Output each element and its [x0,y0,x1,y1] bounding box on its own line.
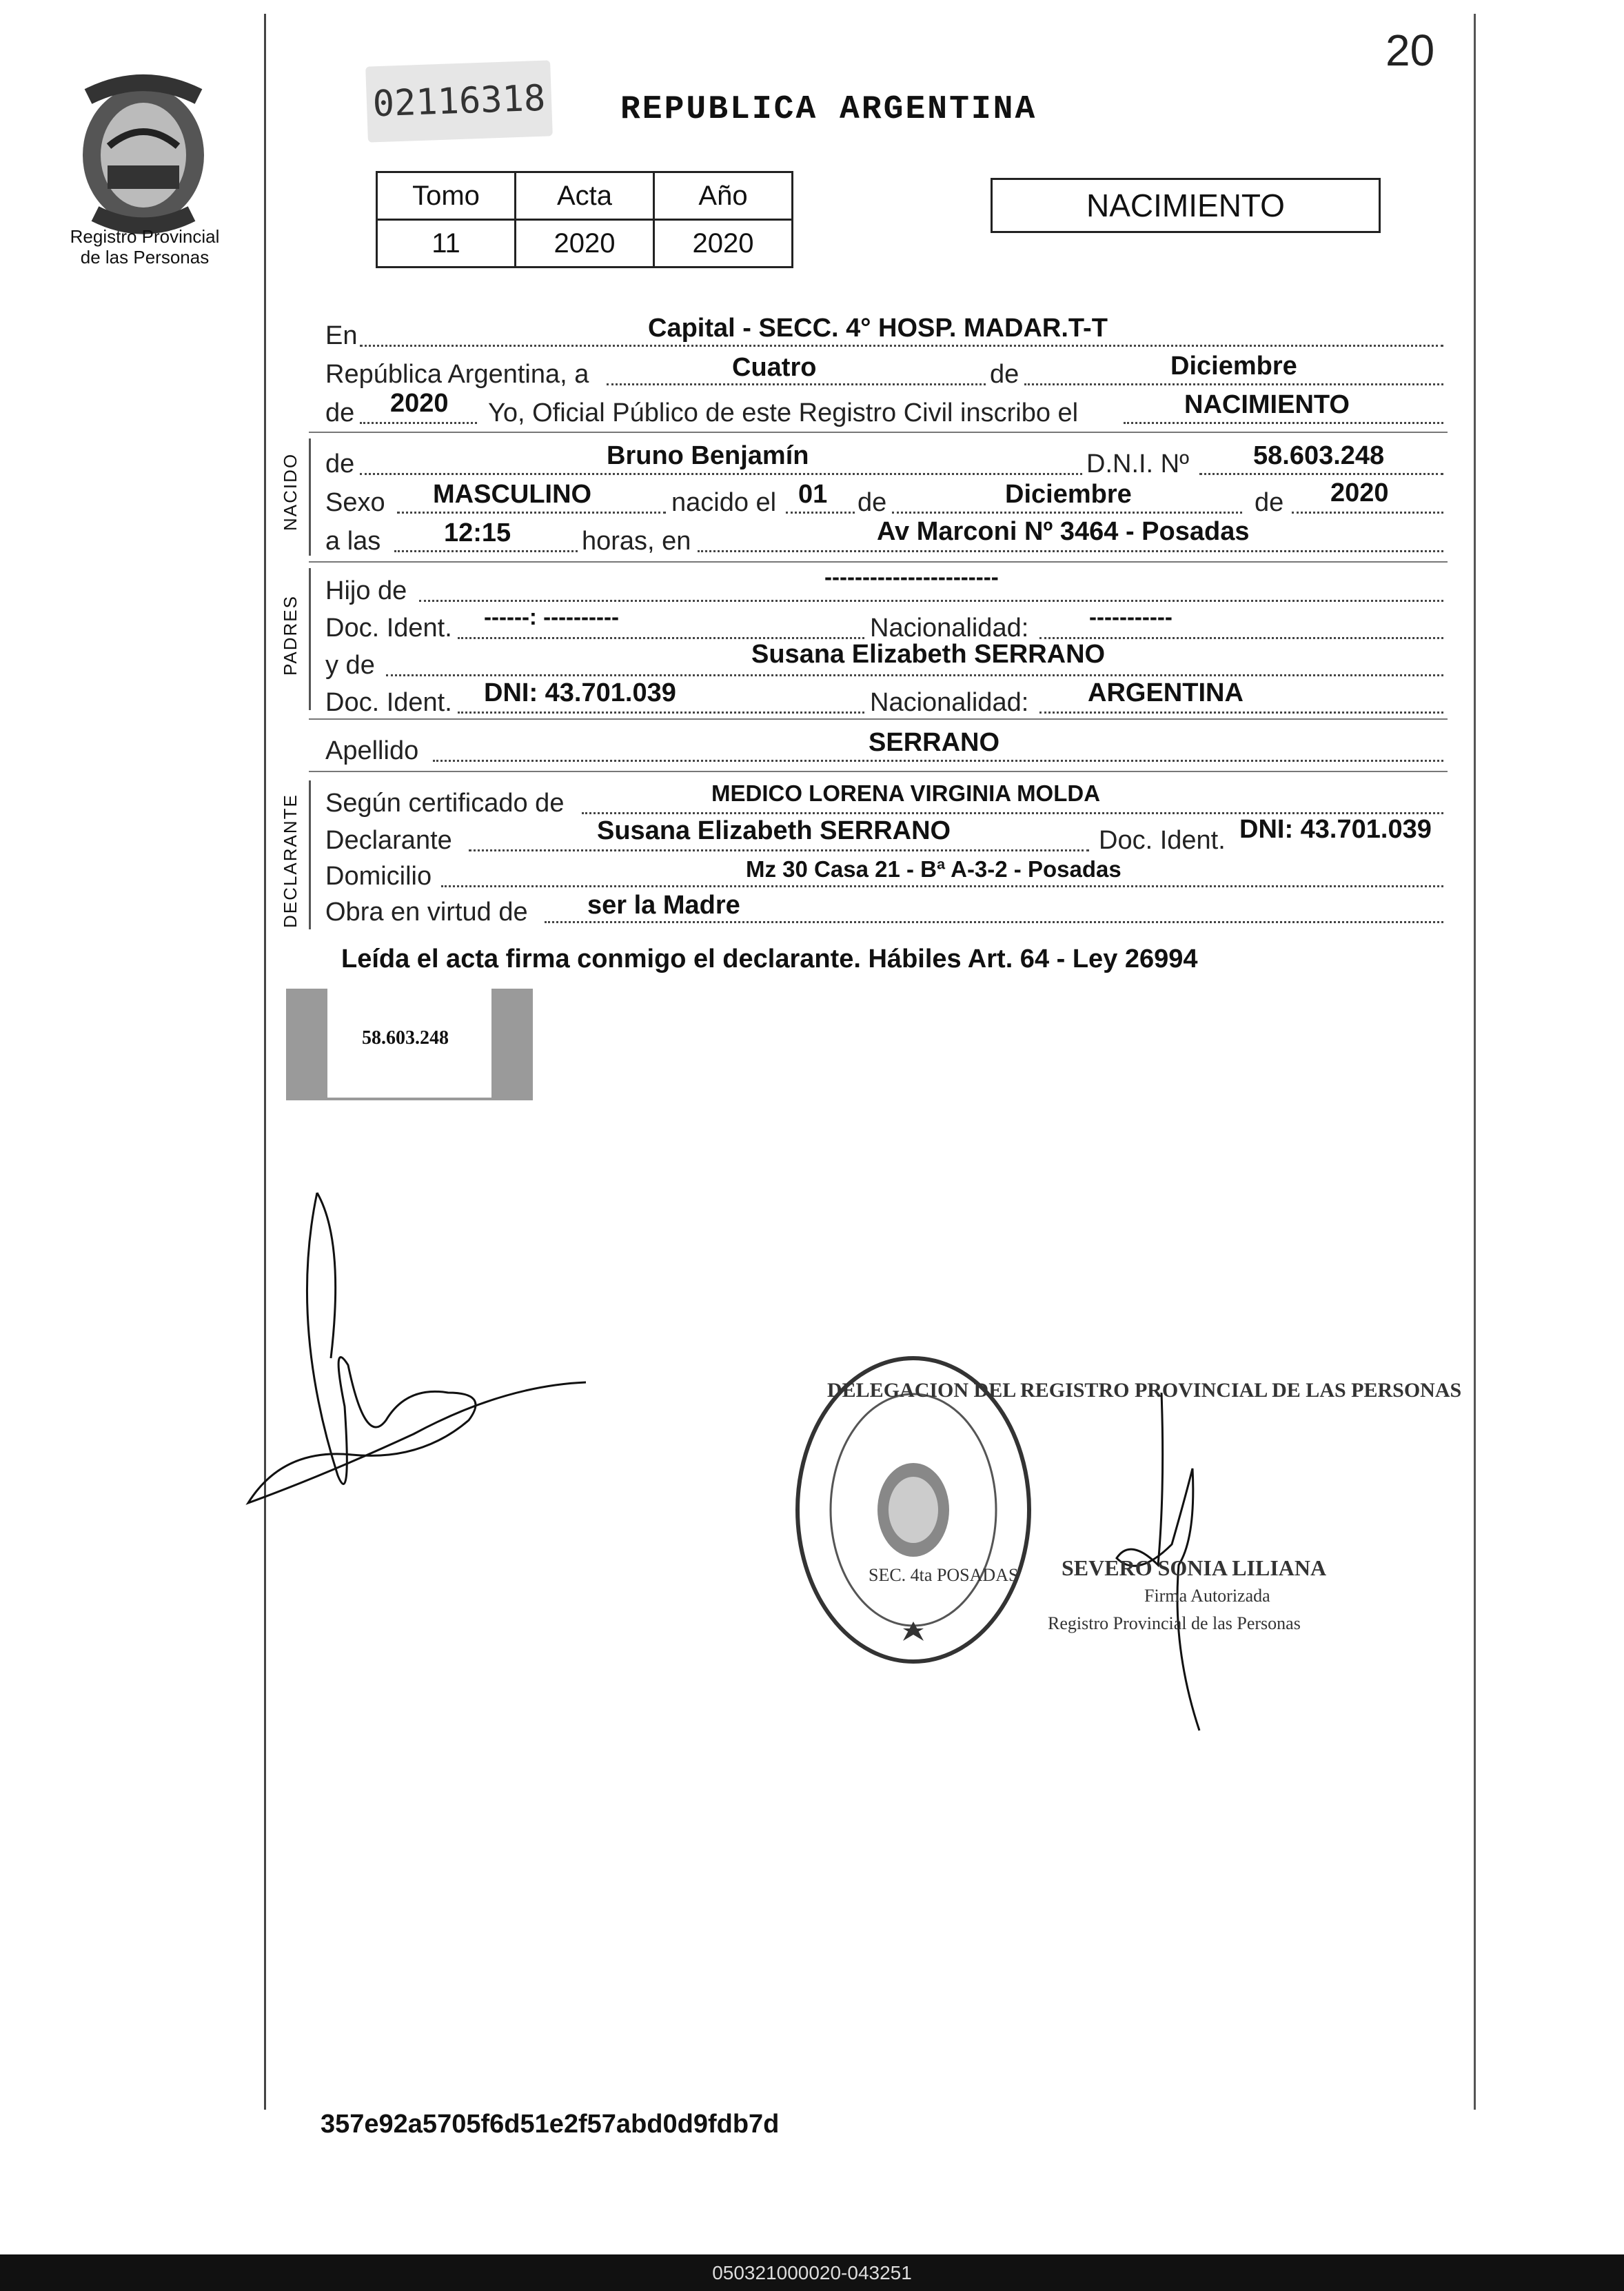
dotted-line [419,600,1443,602]
registry-caption: Registro Provincial de las Personas [70,226,220,268]
birth-place-value: Av Marconi Nº 3464 - Posadas [877,517,1250,546]
closing-statement: Leída el acta firma conmigo el declarante. Hábiles Art. 64 - Ley 26994 [341,945,1198,973]
birth-month-value: Diciembre [1005,480,1132,509]
dotted-line [360,422,477,424]
act-value: NACIMIENTO [1184,390,1350,419]
father-nationality-value: ----------- [1089,604,1173,629]
label-y-de: y de [325,651,375,680]
label-a-las: a las [325,527,381,556]
mother-nationality-value: ARGENTINA [1088,678,1244,707]
label-de: de [325,450,355,478]
section-bar [309,780,311,929]
seal-inner-text: SEC. 4ta POSADAS [869,1565,1019,1585]
province-shield-logo [74,69,212,234]
header-cell: Acta [516,172,654,220]
label-nacido-el: nacido el [671,488,777,517]
dotted-line [1199,473,1443,475]
registry-value-row [377,220,793,268]
birth-time-value: 12:15 [444,518,511,547]
official-name: SEVERO SONIA LILIANA [1062,1555,1327,1580]
label-hijo-de: Hijo de [325,576,407,605]
dotted-line [1024,383,1443,385]
father-doc-value: ------: ---------- [484,604,619,629]
mother-doc-value: DNI: 43.701.039 [484,678,676,707]
label-domicilio: Domicilio [325,862,432,891]
label-declarante: Declarante [325,826,452,855]
certificate-value: MEDICO LORENA VIRGINIA MOLDA [711,780,1101,806]
label-de: de [325,398,355,427]
label-en: En [325,321,358,350]
surname-value: SERRANO [869,728,1000,757]
label-de: de [857,488,887,517]
label-obra: Obra en virtud de [325,898,528,927]
label-republica: República Argentina, a [325,360,589,389]
dotted-line [394,550,578,552]
dotted-line [698,550,1443,552]
registry-table [376,171,793,268]
value-cell: 2020 [654,220,793,268]
label-doc-ident: Doc. Ident. [1099,826,1226,855]
left-margin-line [264,14,266,2110]
document-hash: 357e92a5705f6d51e2f57abd0d9fdb7d [321,2110,780,2139]
capacity-value: ser la Madre [587,891,740,920]
section-bar [309,438,311,556]
section-label-born: NACIDO [280,452,301,531]
dotted-line [545,921,1443,923]
label-de: de [990,360,1019,389]
dotted-line [607,383,986,385]
label-doc-ident: Doc. Ident. [325,688,452,717]
child-dni-value: 58.603.248 [1253,441,1385,470]
place-value: Capital - SECC. 4° HOSP. MADAR.T-T [648,314,1108,343]
page-number: 20 [1386,26,1435,75]
registry-header-row [377,172,793,220]
footer-bar: 050321000020-043251 [0,2254,1624,2291]
birth-year-value: 2020 [1330,478,1389,507]
sex-value: MASCULINO [433,480,592,509]
dotted-line [360,345,1443,347]
right-margin-line [1474,14,1476,2110]
dni-sticker [286,989,533,1100]
declarant-name-value: Susana Elizabeth SERRANO [597,816,951,845]
label-de: de [1255,488,1284,517]
value-cell: 11 [377,220,516,268]
official-role: Firma Autorizada [1144,1586,1270,1606]
header-cell: Tomo [377,172,516,220]
dotted-line [1039,711,1443,714]
child-name-value: Bruno Benjamín [607,441,809,470]
record-type-box: NACIMIENTO [991,178,1381,233]
dotted-line [1292,512,1443,514]
dni-sticker-number: 58.603.248 [362,1027,449,1049]
declarant-doc-value: DNI: 43.701.039 [1239,815,1432,844]
section-label-parents: PADRES [280,595,301,676]
serial-number-stamp: 02116318 [365,60,553,142]
dotted-line [1124,422,1443,424]
father-name-value: ----------------------- [824,564,999,589]
dotted-line [786,512,855,514]
mother-name-value: Susana Elizabeth SERRANO [751,640,1106,669]
label-yo: Yo, Oficial Público de este Registro Civil inscribo el [488,398,1079,427]
value-cell: 2020 [516,220,654,268]
day-words-value: Cuatro [732,353,817,382]
label-horas-en: horas, en [582,527,691,556]
label-sexo: Sexo [325,488,385,517]
seal-ring-text: DELEGACION DEL REGISTRO PROVINCIAL DE LAS PERSONAS [827,1379,1462,1402]
label-apellido: Apellido [325,736,419,765]
address-value: Mz 30 Casa 21 - Bª A-3-2 - Posadas [746,856,1121,882]
dotted-line [397,512,666,514]
birth-day-value: 01 [798,480,828,509]
official-org: Registro Provincial de las Personas [1048,1613,1301,1633]
declarant-signature [241,1186,600,1517]
year-value: 2020 [390,389,449,418]
section-bar [309,568,311,710]
header-cell: Año [654,172,793,220]
label-nacionalidad: Nacionalidad: [870,688,1029,717]
month-value: Diciembre [1170,352,1297,381]
dotted-line [582,812,1443,814]
section-divider [309,561,1448,563]
section-divider [309,771,1448,772]
dotted-line [1039,637,1443,639]
section-label-declarant: DECLARANTE [280,794,301,928]
label-dni: D.N.I. Nº [1086,450,1189,478]
dotted-line [441,885,1443,887]
label-nacionalidad: Nacionalidad: [870,614,1029,643]
country-title: REPUBLICA ARGENTINA [620,91,1037,128]
label-segun: Según certificado de [325,789,565,818]
dotted-line [386,674,1443,676]
dotted-line [433,760,1443,762]
dotted-line [469,849,1089,851]
dotted-line [458,637,864,639]
dotted-line [892,512,1242,514]
dotted-line [360,473,1082,475]
label-doc-ident: Doc. Ident. [325,614,452,643]
section-divider [309,432,1448,433]
dotted-line [458,711,864,714]
section-divider [309,718,1448,720]
